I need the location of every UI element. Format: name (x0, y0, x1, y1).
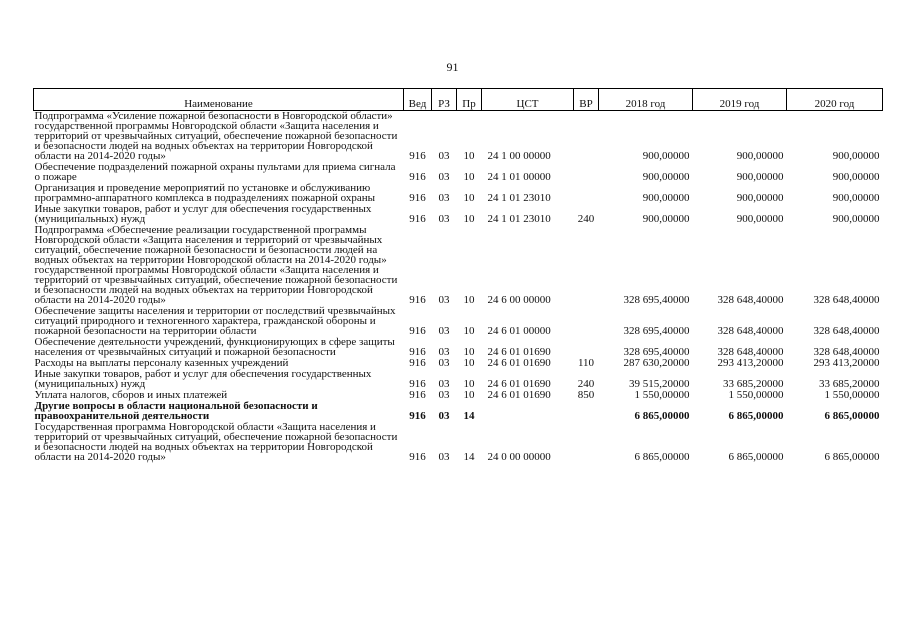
row-2018: 1 550,00000 (634, 389, 690, 401)
row-2020: 900,00000 (832, 171, 880, 183)
row-2018: 287 630,20000 (623, 357, 690, 369)
row-vr (574, 225, 599, 306)
row-2020: 1 550,00000 (824, 389, 880, 401)
row-pr: 10 (463, 213, 475, 225)
row-rz: 03 (438, 451, 450, 463)
col-header-2019: 2019 год (693, 89, 787, 111)
table-row (34, 162, 883, 183)
row-rz: 03 (438, 150, 450, 162)
row-ved: 916 (409, 150, 426, 162)
row-vr (574, 183, 599, 204)
row-ved: 916 (409, 294, 426, 306)
row-cst: 24 1 01 23010 (487, 213, 551, 225)
table-row (34, 369, 883, 390)
row-cst: 24 6 01 01690 (487, 346, 551, 358)
row-rz: 03 (438, 357, 450, 369)
row-rz: 03 (438, 213, 450, 225)
col-header-vr: ВР (574, 89, 599, 111)
row-pr: 10 (463, 378, 475, 390)
row-vr (574, 162, 599, 183)
row-2020: 293 413,20000 (813, 357, 880, 369)
table-row (34, 225, 883, 306)
row-rz: 03 (438, 346, 450, 358)
row-2018: 6 865,00000 (634, 410, 690, 422)
row-vr: 240 (577, 213, 595, 225)
row-2019: 33 685,20000 (723, 378, 784, 390)
row-2019: 900,00000 (736, 150, 784, 162)
row-rz: 03 (438, 389, 450, 401)
row-rz: 03 (438, 294, 450, 306)
row-cst: 24 6 01 01690 (487, 389, 551, 401)
row-ved: 916 (409, 213, 426, 225)
row-name: Иные закупки товаров, работ и услуг для обеспечения государственных (муниципальных) нужд (34, 203, 372, 225)
row-2020: 328 648,40000 (813, 346, 880, 358)
row-vr (574, 111, 599, 163)
row-ved: 916 (409, 357, 426, 369)
col-header-rz: РЗ (432, 89, 457, 111)
row-cst: 24 6 01 01690 (487, 357, 551, 369)
row-vr (574, 422, 599, 463)
table-row (34, 306, 883, 337)
row-2018: 39 515,20000 (629, 378, 690, 390)
row-2020: 900,00000 (832, 150, 880, 162)
row-name: Обеспечение защиты населения и территории от последствий чрезвычайных ситуаций природного и техногенного характера, гражданской обороны и пожарной безопасности на территории области (34, 305, 396, 337)
table-row (34, 204, 883, 225)
row-cst: 24 1 01 23010 (487, 192, 551, 204)
row-name: Уплата налогов, сборов и иных платежей (34, 389, 228, 401)
row-cst: 24 6 01 01690 (487, 378, 551, 390)
table-header (34, 89, 883, 111)
row-2020: 328 648,40000 (813, 325, 880, 337)
row-pr: 10 (463, 325, 475, 337)
row-rz: 03 (438, 410, 450, 422)
row-ved: 916 (409, 389, 426, 401)
row-vr: 110 (577, 357, 595, 369)
table-body (34, 111, 883, 464)
col-header-name: Наименование (34, 89, 404, 111)
row-rz: 03 (438, 378, 450, 390)
col-header-ved: Вед (404, 89, 432, 111)
row-2020: 33 685,20000 (819, 378, 880, 390)
row-2019: 6 865,00000 (728, 451, 784, 463)
row-ved: 916 (409, 451, 426, 463)
row-cst (482, 401, 574, 422)
row-cst: 24 6 01 00000 (487, 325, 551, 337)
row-cst: 24 6 00 00000 (487, 294, 551, 306)
row-2018: 900,00000 (642, 213, 690, 225)
row-vr: 850 (577, 389, 595, 401)
row-ved: 916 (409, 325, 426, 337)
row-pr: 14 (463, 410, 475, 422)
col-header-2020: 2020 год (787, 89, 883, 111)
row-pr: 10 (463, 346, 475, 358)
row-2018: 6 865,00000 (634, 451, 690, 463)
row-cst: 24 0 00 00000 (487, 451, 551, 463)
row-2018: 328 695,40000 (623, 346, 690, 358)
row-pr: 10 (463, 171, 475, 183)
table-row (34, 183, 883, 204)
row-vr (574, 401, 599, 422)
row-2018: 328 695,40000 (623, 294, 690, 306)
row-2018: 900,00000 (642, 171, 690, 183)
row-2019: 328 648,40000 (717, 294, 784, 306)
row-vr (574, 306, 599, 337)
row-cst: 24 1 01 00000 (487, 171, 551, 183)
page-number: 91 (446, 60, 459, 74)
row-ved: 916 (409, 171, 426, 183)
row-ved: 916 (409, 378, 426, 390)
row-rz: 03 (438, 192, 450, 204)
row-rz: 03 (438, 171, 450, 183)
row-2018: 900,00000 (642, 192, 690, 204)
row-2018: 328 695,40000 (623, 325, 690, 337)
row-name: Подпрограмма «Обеспечение реализации государственной программы Новгородской области «Защита населения и территорий от чрезвычайных ситуаций, обеспечение пожарной безопасности и безопасности людей на водных объектах на территории Новгородской области на 2014-2020 годы» государственной программы Новгородской области «Защита населения и территорий от чрезвычайных ситуаций, обеспечение пожарной безопасности и безопасности людей на водных объектах на территории Новгородской области на 2014-2020 годы» (34, 224, 398, 306)
row-2019: 900,00000 (736, 213, 784, 225)
row-pr: 10 (463, 357, 475, 369)
row-pr: 10 (463, 192, 475, 204)
table-row (34, 401, 883, 422)
row-2019: 900,00000 (736, 192, 784, 204)
row-ved: 916 (409, 410, 426, 422)
row-cst: 24 1 00 00000 (487, 150, 551, 162)
row-2019: 1 550,00000 (728, 389, 784, 401)
table-row (34, 422, 883, 463)
row-name: Обеспечение подразделений пожарной охраны пультами для приема сигнала о пожаре (34, 161, 396, 183)
row-vr (574, 337, 599, 358)
row-pr: 10 (463, 150, 475, 162)
row-2018: 900,00000 (642, 150, 690, 162)
row-name: Расходы на выплаты персоналу казенных учреждений (34, 357, 289, 369)
row-name: Государственная программа Новгородской области «Защита населения и территорий от чрезвычайных ситуаций, обеспечение пожарной безопасности и безопасности людей на водных объектах на территории Новгородской области на 2014-2020 годы» (34, 421, 398, 463)
col-header-pr: Пр (457, 89, 482, 111)
row-2020: 6 865,00000 (824, 451, 880, 463)
table-row (34, 111, 883, 163)
col-header-cst: ЦСТ (482, 89, 574, 111)
row-2019: 293 413,20000 (717, 357, 784, 369)
row-ved: 916 (409, 192, 426, 204)
row-2019: 328 648,40000 (717, 325, 784, 337)
row-name: Организация и проведение мероприятий по установке и обслуживанию программно-аппаратного комплекса в подразделениях пожарной охраны (34, 182, 376, 204)
col-header-2018: 2018 год (599, 89, 693, 111)
row-ved: 916 (409, 346, 426, 358)
row-name: Подпрограмма «Усиление пожарной безопасности в Новгородской области» государственной программы Новгородской области «Защита населения и территорий от чрезвычайных ситуаций, обеспечение пожарной безопасности и безопасности людей на водных объектах на территории Новгородской области на 2014-2020 годы» (34, 110, 398, 162)
row-2020: 6 865,00000 (824, 410, 880, 422)
row-name: Другие вопросы в области национальной безопасности и правоохранительной деятельности (34, 400, 318, 422)
row-2019: 6 865,00000 (728, 410, 784, 422)
row-2020: 328 648,40000 (813, 294, 880, 306)
row-name: Иные закупки товаров, работ и услуг для обеспечения государственных (муниципальных) нужд (34, 368, 372, 390)
row-name: Обеспечение деятельности учреждений, функционирующих в сфере защиты населения от чрезвычайных ситуаций и пожарной безопасности (34, 336, 395, 358)
row-pr: 10 (463, 294, 475, 306)
table-row (34, 337, 883, 358)
row-rz: 03 (438, 325, 450, 337)
row-2020: 900,00000 (832, 192, 880, 204)
row-2020: 900,00000 (832, 213, 880, 225)
budget-table (33, 88, 883, 463)
row-2019: 328 648,40000 (717, 346, 784, 358)
row-pr: 14 (463, 451, 475, 463)
row-vr: 240 (577, 378, 595, 390)
row-pr: 10 (463, 389, 475, 401)
row-2019: 900,00000 (736, 171, 784, 183)
